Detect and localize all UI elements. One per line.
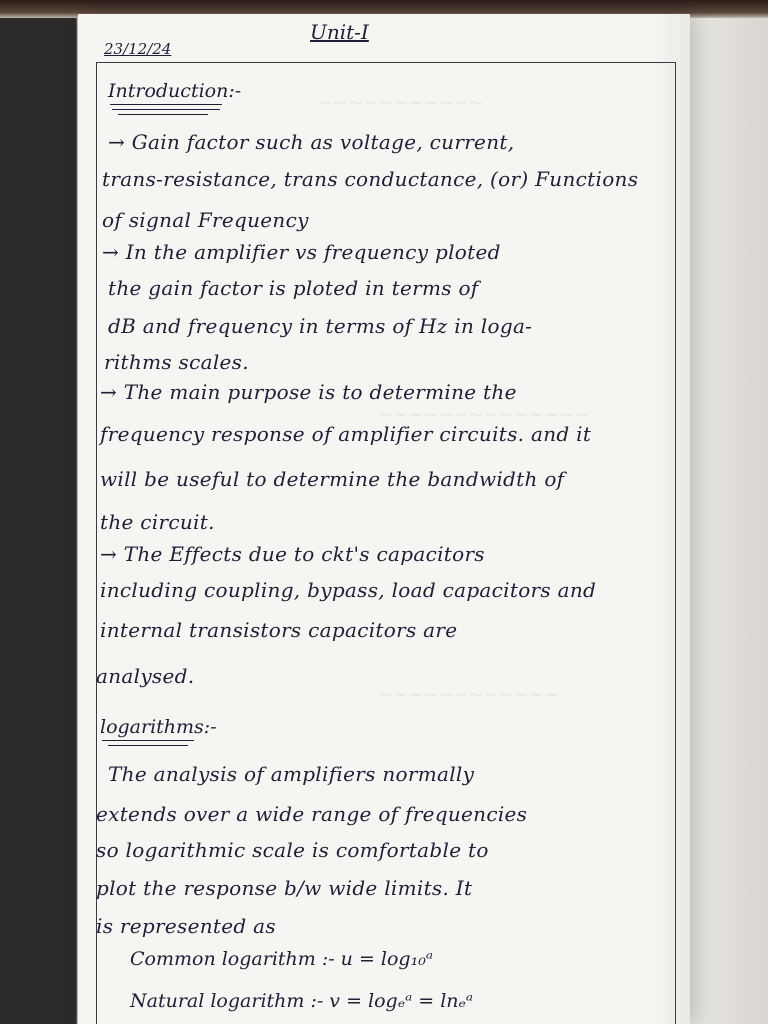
heading-underline <box>112 109 220 110</box>
heading-underline <box>110 104 222 105</box>
heading-underline <box>108 745 188 746</box>
section-heading-introduction: Introduction:- <box>108 80 242 102</box>
text-line: analysed. <box>96 664 195 688</box>
page-title: Unit-I <box>310 20 369 44</box>
text-line: frequency response of amplifier circuits. and it <box>100 422 592 446</box>
heading-underline <box>118 114 208 115</box>
bleed-through: ~~~~~~~~~~~ <box>318 92 484 113</box>
section-heading-logarithms: logarithms:- <box>100 716 217 738</box>
text-line: dB and frequency in terms of Hz in loga- <box>108 314 533 338</box>
page-margin-top <box>96 62 676 63</box>
text-line: of signal Frequency <box>102 208 309 232</box>
text-line: trans-resistance, trans conductance, (or) Functions <box>102 167 639 191</box>
text-line: the gain factor is ploted in terms of <box>108 276 479 300</box>
text-line: is represented as <box>96 914 276 938</box>
heading-underline <box>102 740 194 741</box>
page-shadow <box>650 14 690 1024</box>
text-line: the circuit. <box>100 510 215 534</box>
text-line: so logarithmic scale is comfortable to <box>96 838 489 862</box>
text-line: including coupling, bypass, load capacitors and <box>100 578 597 602</box>
formula-natural-log: Natural logarithm :- v = logₑᵃ = lnₑᵃ <box>130 990 474 1012</box>
text-line: → The Effects due to ckt's capacitors <box>100 542 485 566</box>
text-line: → In the amplifier vs frequency ploted <box>102 240 501 264</box>
formula-common-log: Common logarithm :- u = log₁₀ᵃ <box>130 948 433 970</box>
page-margin-right <box>675 62 676 1024</box>
bleed-through: ~~~~~~~~~~~~ <box>378 684 559 705</box>
text-line: → The main purpose is to determine the <box>100 380 517 404</box>
page-date: 23/12/24 <box>104 40 172 58</box>
text-line: extends over a wide range of frequencies <box>96 802 528 826</box>
text-line: will be useful to determine the bandwidth of <box>100 467 565 491</box>
text-line: The analysis of amplifiers normally <box>108 762 475 786</box>
text-line: plot the response b/w wide limits. It <box>96 876 473 900</box>
text-line: internal transistors capacitors are <box>100 618 458 642</box>
bleed-through: ~~~~~~~~~~~~~~ <box>378 404 590 425</box>
notebook-page <box>78 14 690 1024</box>
text-line: → Gain factor such as voltage, current, <box>108 130 515 154</box>
text-line: rithms scales. <box>104 350 249 374</box>
